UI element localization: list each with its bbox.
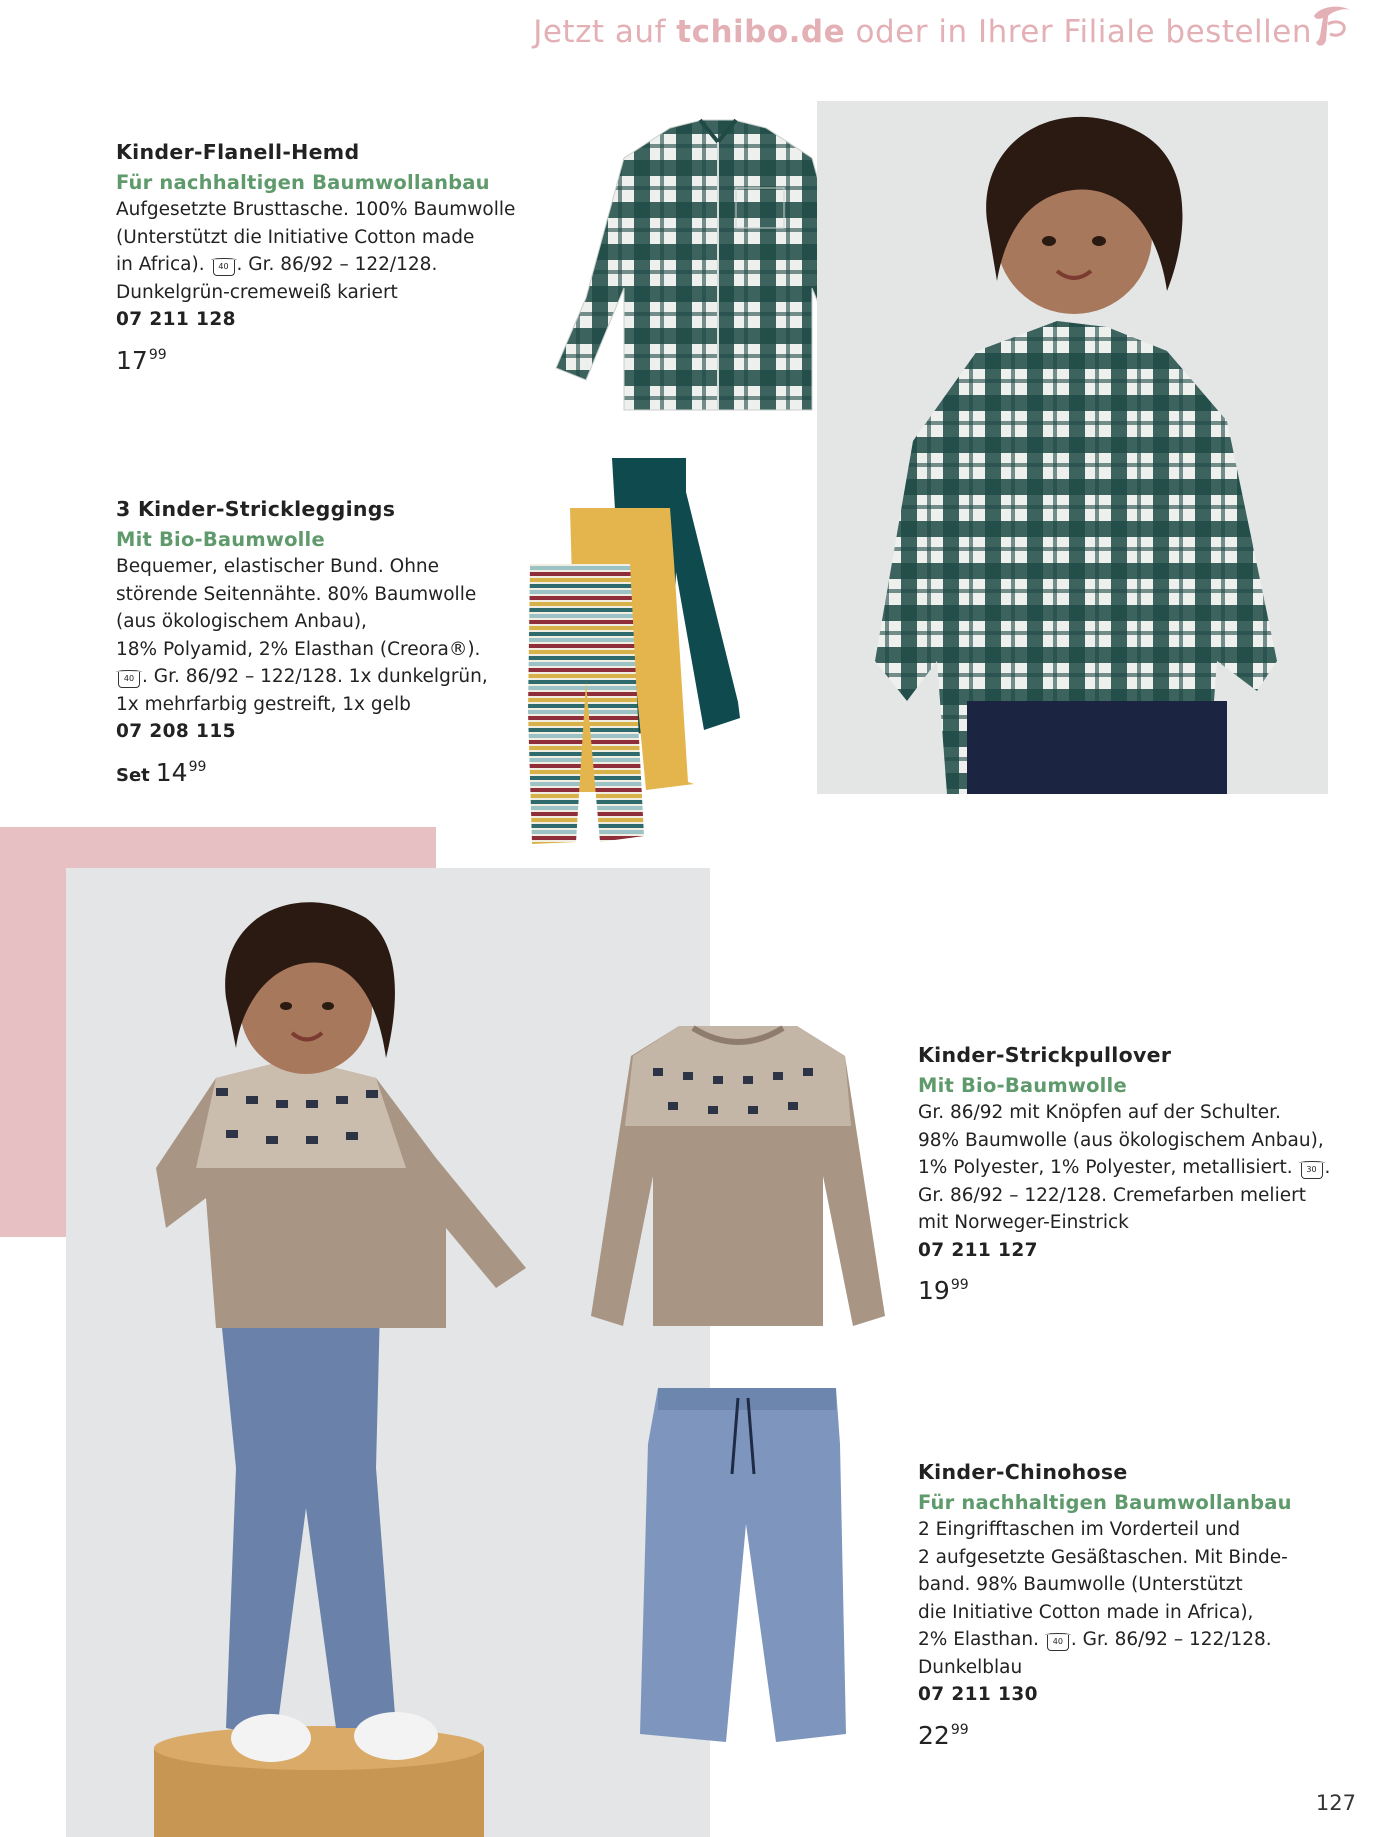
price-cents: 99 xyxy=(148,346,167,363)
product-description xyxy=(918,1516,1292,1681)
article-number: 07 208 115 xyxy=(116,721,236,742)
wash-40-icon: 40 xyxy=(118,672,140,688)
description-line: Bequemer, elastischer Bund. Ohne xyxy=(116,556,440,577)
product-knit-pullover xyxy=(918,1042,1330,1305)
chino-pants-image xyxy=(636,1384,852,1748)
description-line: in Africa). xyxy=(116,254,205,275)
wash-40-icon: 40 xyxy=(1047,1635,1069,1651)
description-line: 18% Polyamid, 2% Elasthan (Creora®). xyxy=(116,638,481,660)
product-subtitle: Mit Bio-Baumwolle xyxy=(918,1073,1127,1097)
description-line: . Gr. 86/92 – 122/128. xyxy=(236,254,438,275)
product-description xyxy=(116,196,515,306)
description-line: 2% Elasthan. xyxy=(918,1629,1039,1650)
description-line: 2 Eingrifftaschen im Vorderteil und xyxy=(918,1519,1241,1540)
price xyxy=(116,342,515,375)
price-prefix: Set xyxy=(116,764,150,786)
product-subtitle: Mit Bio-Baumwolle xyxy=(116,527,325,551)
product-subtitle: Für nachhaltigen Baumwollanbau xyxy=(918,1490,1292,1514)
description-line: 1% Polyester, 1% Polyester, metallisiert. xyxy=(918,1157,1293,1178)
price-cents: 99 xyxy=(950,1721,969,1738)
description-line: 2 aufgesetzte Gesäßtaschen. Mit Binde- xyxy=(918,1546,1288,1568)
product-leggings xyxy=(116,496,488,789)
description-line: störende Seitennähte. 80% Baumwolle xyxy=(116,583,477,605)
description-line: die Initiative Cotton made in Africa), xyxy=(918,1601,1254,1623)
price-main: 19 xyxy=(918,1276,950,1305)
child-in-sweater-photo xyxy=(66,868,710,1837)
page-number: 127 xyxy=(1315,1791,1356,1815)
description-line: Aufgesetzte Brusttasche. 100% Baumwolle xyxy=(116,199,516,220)
description-line: Dunkelblau xyxy=(918,1656,1023,1678)
description-line: (aus ökologischem Anbau), xyxy=(116,611,367,632)
pullover-image xyxy=(583,1016,893,1334)
product-name: Kinder-Strickpullover xyxy=(918,1043,1172,1067)
wash-30-icon: 30 xyxy=(1301,1163,1323,1179)
price-cents: 99 xyxy=(188,758,207,775)
description-line: 1x mehrfarbig gestreift, 1x gelb xyxy=(116,693,411,715)
description-line: (Unterstützt die Initiative Cotton made xyxy=(116,226,475,248)
description-line: 98% Baumwolle (aus ökologischem Anbau), xyxy=(918,1129,1324,1151)
price-cents: 99 xyxy=(950,1277,969,1293)
description-line: Gr. 86/92 mit Knöpfen auf der Schulter. xyxy=(918,1102,1281,1123)
description-line: . Gr. 86/92 – 122/128. 1x dunkelgrün, xyxy=(142,666,488,687)
product-chino-pants xyxy=(918,1459,1292,1749)
brand-link[interactable]: tchibo.de xyxy=(676,14,846,50)
article-number: 07 211 127 xyxy=(918,1239,1038,1261)
description-line: . Gr. 86/92 – 122/128. xyxy=(1070,1629,1272,1650)
order-banner xyxy=(533,14,1312,50)
description-line: mit Norweger-Einstrick xyxy=(918,1212,1129,1233)
product-subtitle: Für nachhaltigen Baumwollanbau xyxy=(116,170,490,194)
order-text-start: Jetzt auf xyxy=(533,14,677,50)
description-line: band. 98% Baumwolle (Unterstützt xyxy=(918,1574,1243,1595)
article-number: 07 211 128 xyxy=(116,309,236,330)
price-main: 17 xyxy=(116,345,148,375)
product-description: Gr. 86/92 mit Knöpfen auf der Schulter. 98% Baumwolle (aus ökologischem Anbau), 1% Polyester, 1% Polyester, metallisiert. 30 . Gr. 86/92 – 122/128. Cremefarben meliert mit Norweger-Einstrick xyxy=(918,1099,1330,1237)
tchibo-logo-icon xyxy=(1306,0,1356,52)
description-line: Dunkelgrün-cremeweiß kariert xyxy=(116,281,398,303)
product-flannel-shirt xyxy=(116,139,515,374)
price-main: 14 xyxy=(155,757,188,787)
product-name: 3 Kinder-Strickleggings xyxy=(116,497,396,521)
price xyxy=(116,754,488,790)
product-description xyxy=(116,553,488,718)
product-name: Kinder-Flanell-Hemd xyxy=(116,140,360,164)
product-name: Kinder-Chinohose xyxy=(918,1460,1128,1484)
price xyxy=(918,1272,1330,1305)
leggings-image xyxy=(518,452,744,850)
article-number: 07 211 130 xyxy=(918,1684,1038,1705)
wash-40-icon: 40 xyxy=(213,260,235,276)
order-text-end: oder in Ihrer Filiale bestellen xyxy=(845,14,1312,50)
price xyxy=(918,1717,1292,1750)
description-line: Gr. 86/92 – 122/128. Cremefarben meliert xyxy=(918,1184,1306,1206)
price-main: 22 xyxy=(918,1720,950,1750)
child-in-flannel-shirt-photo xyxy=(817,101,1328,794)
